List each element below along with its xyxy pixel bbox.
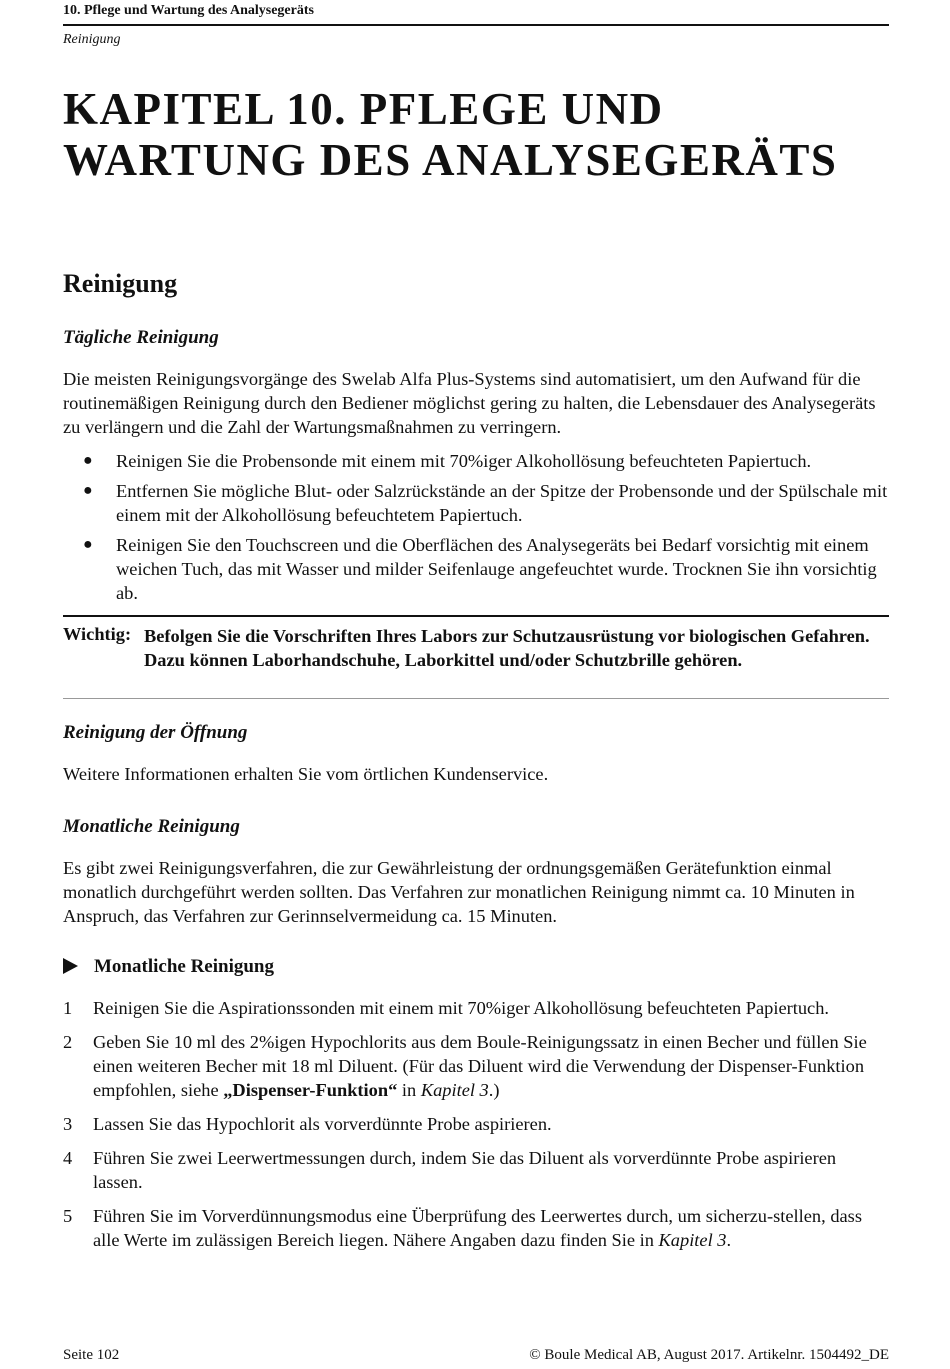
step-text-connector: in xyxy=(397,1080,421,1100)
procedure-steps xyxy=(63,996,889,1262)
step-text: Reinigen Sie die Aspirationssonden mit einem mit 70%iger Alkohollösung befeuchteten Papiertuch. xyxy=(93,998,830,1018)
step-number: 1 xyxy=(63,998,73,1018)
procedure-title: Monatliche Reinigung xyxy=(94,956,274,977)
step-number: 4 xyxy=(63,1148,73,1168)
section-heading: Reinigung xyxy=(63,269,178,298)
step-text: Führen Sie im Vorverdünnungsmodus eine Überprüfung des Leerwertes durch, um sicherzu-stellen, dass alle Werte im zulässigen Bereich liegen. Nähere Angaben dazu finden Sie in xyxy=(93,1206,862,1250)
bullet-icon: ● xyxy=(83,452,93,469)
bullet-icon: ● xyxy=(83,482,93,499)
daily-cleaning-intro: Die meisten Reinigungsvorgänge des Swelab Alfa Plus-Systems sind automatisiert, um den Aufwand für die routinemäßigen Reinigung durch den Bediener möglichst gering zu halten, die Lebensdauer des Analysegeräts zu verlängern und die Zahl der Wartungsmaßnahmen zu verringern. xyxy=(63,369,876,437)
list-item xyxy=(63,533,889,605)
play-arrow-icon xyxy=(63,958,78,974)
bullet-text: Entfernen Sie mögliche Blut- oder Salzrückstände an der Spitze der Probensonde und der Spülschale mit einem mit der Alkohollösung befeuchtetem Papiertuch. xyxy=(116,481,888,525)
step-text: Geben Sie 10 ml des 2%igen Hypochlorits aus dem Boule-Reinigungssatz in einen Becher und füllen Sie einen weiteren Becher mit 18 ml Diluent. (Für das Diluent wird die Verwendung der Dispenser-Funktion empfohlen, siehe xyxy=(93,1032,867,1100)
monthly-cleaning-text: Es gibt zwei Reinigungsverfahren, die zur Gewährleistung der ordnungsgemäßen Gerätefunktion einmal monatlich durchgeführt werden sollten. Das Verfahren zur monatlichen Reinigung nimmt ca. 10 Minuten in Anspruch, das Verfahren zur Gerinnselvermeidung ca. 15 Minuten. xyxy=(63,858,855,926)
bullet-text: Reinigen Sie die Probensonde mit einem mit 70%iger Alkohollösung befeuchteten Papiertuch. xyxy=(116,451,812,471)
important-text: Befolgen Sie die Vorschriften Ihres Labors zur Schutzausrüstung vor biologischen Gefahren. Dazu können Laborhandschuhe, Laborkittel und/oder Schutzbrille gehören. xyxy=(144,626,870,670)
step-number: 2 xyxy=(63,1032,73,1052)
bullet-text: Reinigen Sie den Touchscreen und die Oberflächen des Analysegeräts bei Bedarf vorsichtig mit einem weichen Tuch, das mit Wasser und milder Seifenlauge angefeuchtet wurde. Trocknen Sie ihn vorsichtig ab. xyxy=(116,535,877,603)
procedure-heading xyxy=(63,956,274,978)
step-item xyxy=(63,996,889,1020)
header-rule xyxy=(63,24,889,26)
chapter-reference: Kapitel 3 xyxy=(420,1080,489,1100)
running-header-subtitle: Reinigung xyxy=(63,32,121,47)
list-item xyxy=(63,449,889,473)
opening-cleaning-heading: Reinigung der Öffnung xyxy=(63,722,248,743)
step-text: Lassen Sie das Hypochlorit als vorverdünnte Probe aspirieren. xyxy=(93,1114,552,1134)
monthly-cleaning-heading: Monatliche Reinigung xyxy=(63,816,240,837)
list-item xyxy=(63,479,889,527)
step-text-end: . xyxy=(726,1230,732,1250)
chapter-reference: Kapitel 3 xyxy=(658,1230,727,1250)
chapter-title-line-2: WARTUNG DES ANALYSEGERÄTS xyxy=(63,135,838,185)
step-number: 3 xyxy=(63,1114,73,1134)
step-item xyxy=(63,1030,889,1102)
chapter-title xyxy=(63,84,837,186)
step-item xyxy=(63,1112,889,1136)
step-text-end: .) xyxy=(488,1080,500,1100)
bullet-icon: ● xyxy=(83,536,93,553)
step-number: 5 xyxy=(63,1206,73,1226)
important-notice xyxy=(63,615,889,699)
daily-cleaning-heading: Tägliche Reinigung xyxy=(63,327,219,348)
daily-cleaning-bullets xyxy=(63,449,889,611)
important-label: Wichtig: xyxy=(63,624,132,644)
step-text: Führen Sie zwei Leerwertmessungen durch, indem Sie das Diluent als vorverdünnte Probe aspirieren lassen. xyxy=(93,1148,837,1192)
dispenser-reference: „Dispenser-Funktion“ xyxy=(223,1080,398,1100)
copyright-notice: © Boule Medical AB, August 2017. Artikelnr. 1504492_DE xyxy=(529,1347,889,1363)
page-number: Seite 102 xyxy=(63,1347,120,1363)
step-item xyxy=(63,1146,889,1194)
running-header-title: 10. Pflege und Wartung des Analysegeräts xyxy=(63,3,314,18)
opening-cleaning-text: Weitere Informationen erhalten Sie vom örtlichen Kundenservice. xyxy=(63,764,549,784)
chapter-title-line-1: KAPITEL 10. PFLEGE UND xyxy=(63,84,664,134)
step-item xyxy=(63,1204,889,1252)
